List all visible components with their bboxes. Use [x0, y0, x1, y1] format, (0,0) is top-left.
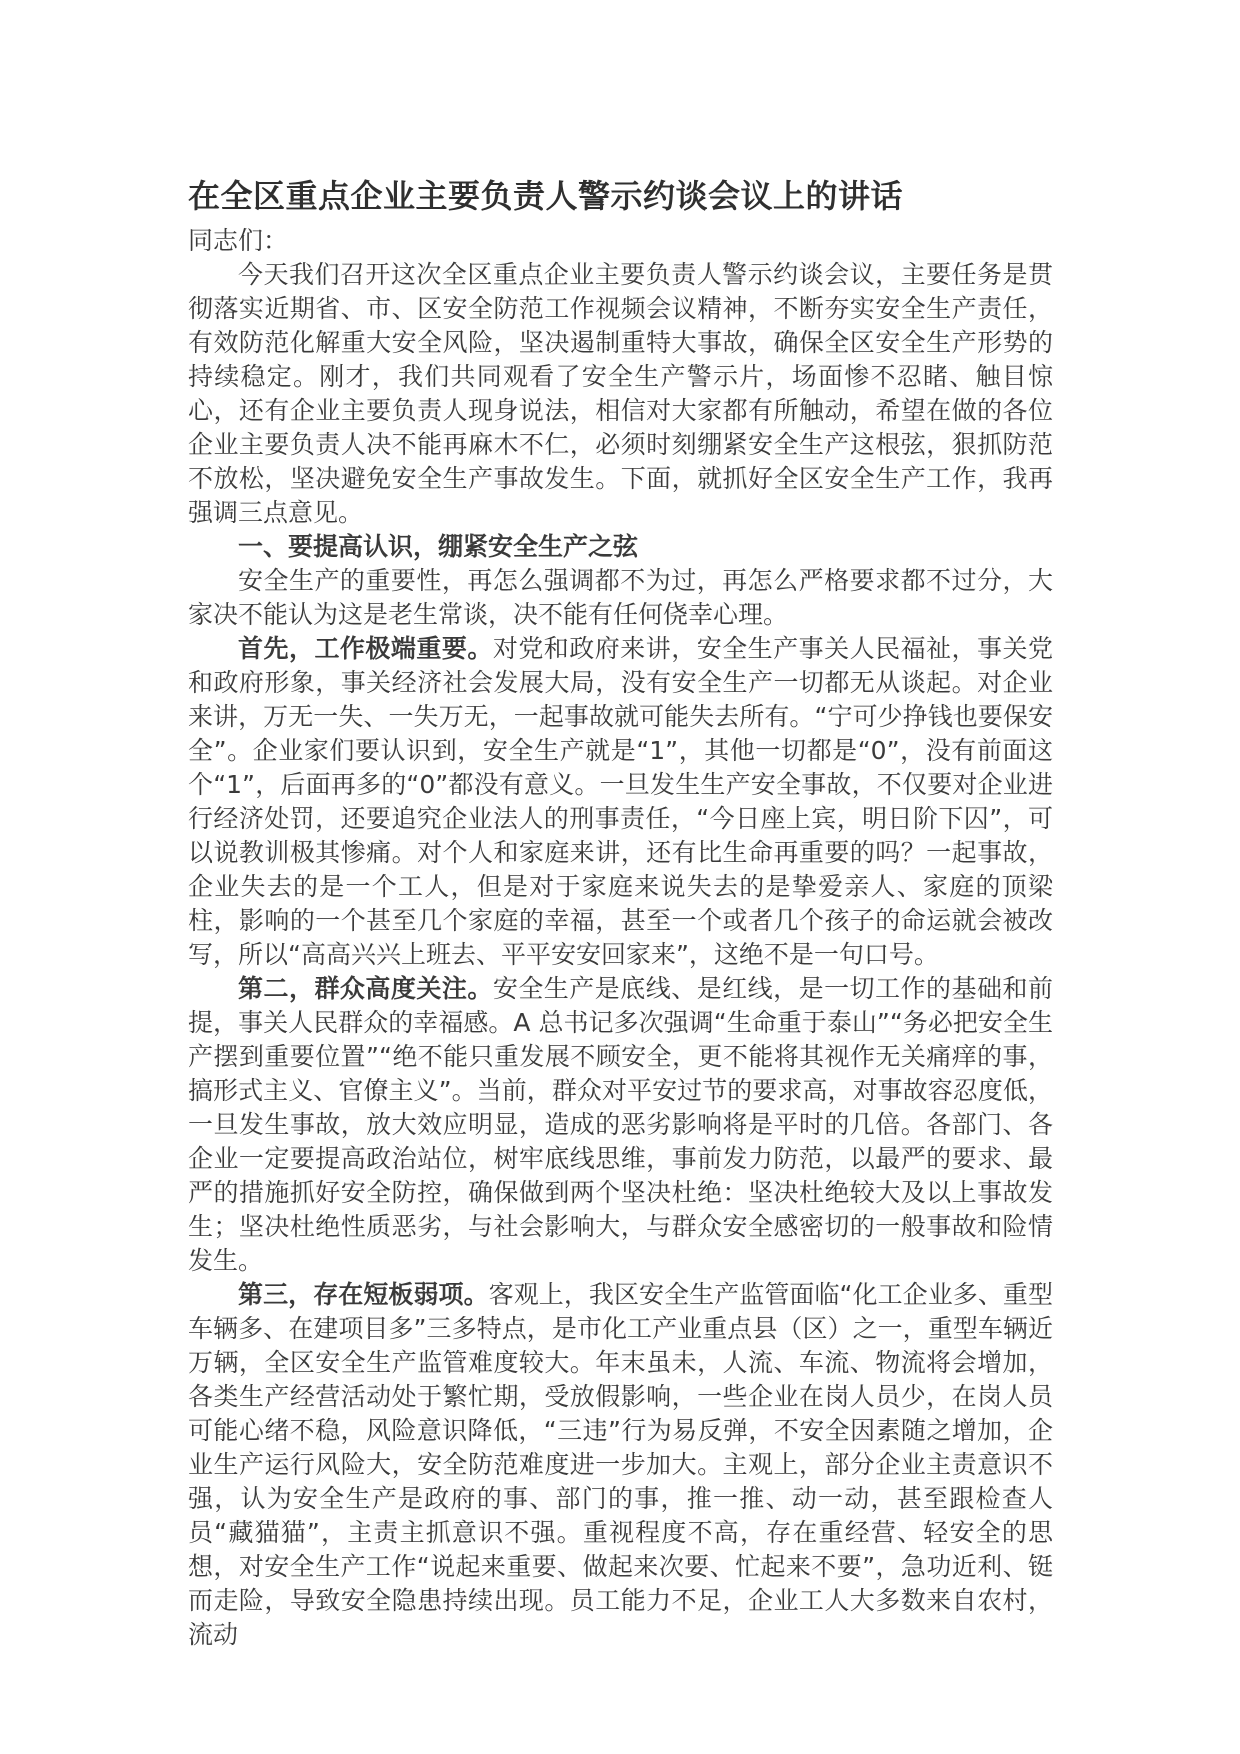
- point-2-lead: 第二，群众高度关注。: [238, 974, 493, 1003]
- point-1-text: 对党和政府来讲，安全生产事关人民福祉，事关党和政府形象，事关经济社会发展大局，没有安全生产一切都无从谈起。对企业来讲，万无一失、一失万无，一起事故就可能失去所有。“宁可少挣钱也要保安全”。企业家们要认识到，安全生产就是“1”，其他一切都是“0”，没有前面这个“1”，后面再多的“0”都没有意义。一旦发生生产安全事故，不仅要对企业进行经济处罚，还要追究企业法人的刑事责任，“今日座上宾，明日阶下囚”，可以说教训极其惨痛。对个人和家庭来讲，还有比生命再重要的吗？一起事故，企业失去的是一个工人，但是对于家庭来说失去的是挚爱亲人、家庭的顶梁柱，影响的一个甚至几个家庭的幸福，甚至一个或者几个孩子的命运就会被改写，所以“高高兴兴上班去、平平安安回家来”，这绝不是一句口号。: [188, 634, 1053, 969]
- point-3-paragraph: [188, 1278, 1053, 1652]
- document-page: [188, 168, 1053, 1652]
- section-heading-1: 一、要提高认识，绷紧安全生产之弦: [238, 532, 639, 561]
- greeting: 同志们：: [188, 226, 289, 255]
- document-title: 在全区重点企业主要负责人警示约谈会议上的讲话: [188, 177, 904, 215]
- point-2-paragraph: [188, 972, 1053, 1278]
- intro-paragraph: 今天我们召开这次全区重点企业主要负责人警示约谈会议，主要任务是贯彻落实近期省、市、区安全防范工作视频会议精神，不断夯实安全生产责任，有效防范化解重大安全风险，坚决遏制重特大事故，确保全区安全生产形势的持续稳定。刚才，我们共同观看了安全生产警示片，场面惨不忍睹、触目惊心，还有企业主要负责人现身说法，相信对大家都有所触动，希望在做的各位企业主要负责人决不能再麻木不仁，必须时刻绷紧安全生产这根弦，狠抓防范不放松，坚决避免安全生产事故发生。下面，就抓好全区安全生产工作，我再强调三点意见。: [188, 260, 1053, 527]
- point-3-text: 客观上，我区安全生产监管面临“化工企业多、重型车辆多、在建项目多”三多特点，是市化工产业重点县（区）之一，重型车辆近万辆，全区安全生产监管难度较大。年末虽未，人流、车流、物流将会增加，各类生产经营活动处于繁忙期，受放假影响，一些企业在岗人员少，在岗人员可能心绪不稳，风险意识降低，“三违”行为易反弹，不安全因素随之增加，企业生产运行风险大，安全防范难度进一步加大。主观上，部分企业主责意识不强，认为安全生产是政府的事、部门的事，推一推、动一动，甚至跟检查人员“藏猫猫”，主责主抓意识不强。重视程度不高，存在重经营、轻安全的思想，对安全生产工作“说起来重要、做起来次要、忙起来不要”，急功近利、铤而走险，导致安全隐患持续出现。员工能力不足，企业工人大多数来自农村，流动: [188, 1280, 1053, 1649]
- point-1-lead: 首先，工作极端重要。: [238, 634, 493, 663]
- point-3-lead: 第三，存在短板弱项。: [238, 1280, 489, 1309]
- section-1-intro: 安全生产的重要性，再怎么强调都不为过，再怎么严格要求都不过分，大家决不能认为这是老生常谈，决不能有任何侥幸心理。: [188, 566, 1053, 629]
- point-2-text: 安全生产是底线、是红线，是一切工作的基础和前提，事关人民群众的幸福感。A 总书记多次强调“生命重于泰山”“务必把安全生产摆到重要位置”“绝不能只重发展不顾安全，更不能将其视作无关痛痒的事，搞形式主义、官僚主义”。当前，群众对平安过节的要求高，对事故容忍度低，一旦发生事故，放大效应明显，造成的恶劣影响将是平时的几倍。各部门、各企业一定要提高政治站位，树牢底线思维，事前发力防范，以最严的要求、最严的措施抓好安全防控，确保做到两个坚决杜绝：坚决杜绝较大及以上事故发生；坚决杜绝性质恶劣，与社会影响大，与群众安全感密切的一般事故和险情发生。: [188, 974, 1053, 1275]
- point-1-paragraph: [188, 632, 1053, 972]
